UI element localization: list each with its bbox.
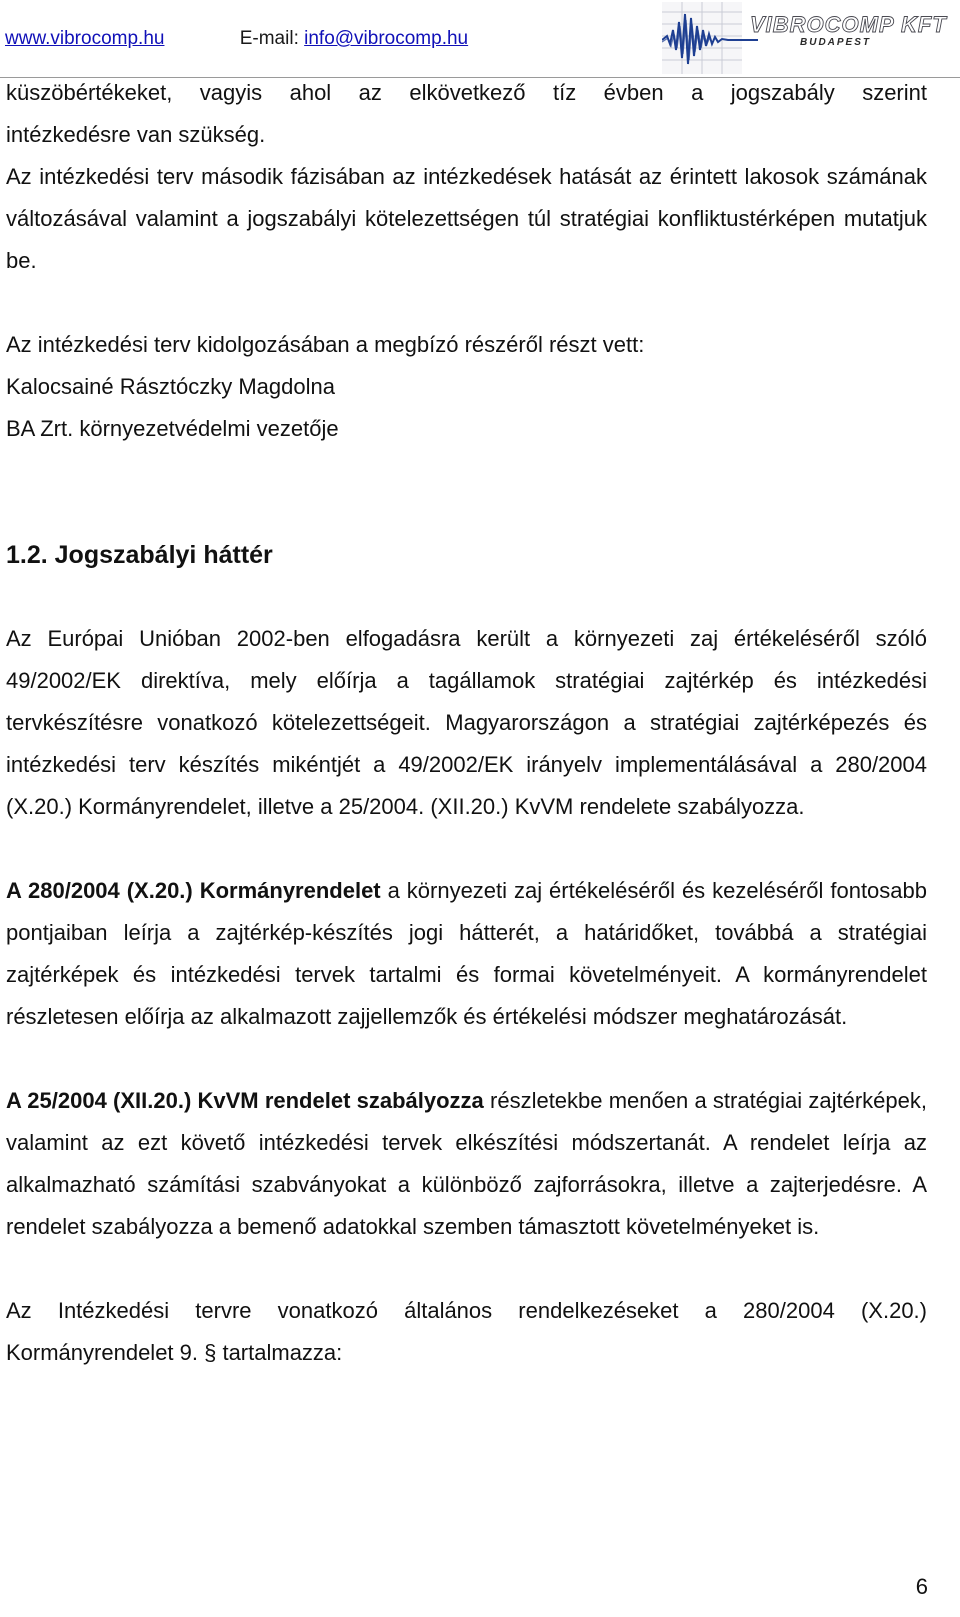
logo-city: BUDAPEST: [800, 37, 872, 48]
spacer: [6, 576, 927, 618]
page-number: 6: [915, 1574, 928, 1599]
document-body: [6, 72, 927, 1374]
spacer: [6, 450, 927, 534]
paragraph-eu-directive: Az Európai Unióban 2002-ben elfogadásra került a környezeti zaj értékeléséről szóló 49/2002/EK direktíva, mely előírja a tagállamok stratégiai zajtérkép és intézkedési tervkészítésre vonatkozó kötelezettségeit. Magyarországon a stratégiai zajtérképezés és intézkedési terv készítés mikéntjét a 49/2002/EK irányelv implementálásával a 280/2004 (X.20.) Kormányrendelet, illetve a 25/2004. (XII.20.) KvVM rendelete szabályozza.: [6, 626, 927, 819]
website-link[interactable]: www.vibrocomp.hu: [5, 28, 165, 49]
paragraph-intro-line2: intézkedésre van szükség.: [6, 122, 266, 147]
paragraph-government-decree: [6, 870, 927, 1038]
paragraph-action-plan-provisions: Az Intézkedési tervre vonatkozó általános rendelkezéseket a 280/2004 (X.20.) Kormányrendelet 9. § tartalmazza:: [6, 1298, 927, 1365]
vibrocomp-logo: [662, 0, 960, 78]
decree-title: A 280/2004 (X.20.) Kormányrendelet: [6, 878, 381, 903]
email-link[interactable]: info@vibrocomp.hu: [304, 28, 469, 49]
spacer: [6, 1248, 927, 1290]
paragraph-intro-line1: küszöbértékeket, vagyis ahol az elkövetkező tíz évben a jogszabály szerint: [6, 80, 927, 105]
email-label: E-mail:: [239, 28, 299, 49]
logo-name: VIBROCOMP KFT: [750, 12, 947, 37]
spacer: [6, 282, 927, 324]
spacer: [6, 1038, 927, 1080]
kvvm-description: részletekbe menően a stratégiai zajtérképek, valamint az ezt követő intézkedési tervek elkészítési módszertanát. A rendelet leírja az alkalmazható számítási szabványokat a különböző zajforrásokra, illetve a zajterjedésre. A rendelet szabályozza a bemenő adatokkal szemben támasztott követelményeket is.: [6, 1088, 927, 1239]
spacer: [6, 828, 927, 870]
section-heading: 1.2. Jogszabályi háttér: [6, 541, 273, 569]
decree-description: a környezeti zaj értékeléséről és kezeléséről fontosabb pontjaiban leírja a zajtérkép-készítés jogi hátterét, a határidőket, továbbá a stratégiai zajtérképek és intézkedési tervek tartalmi és formai követelményeit. A kormányrendelet részletesen előírja az alkalmazott zajjellemzők és értékelési módszer meghatározását.: [6, 878, 927, 1029]
participant-role: BA Zrt. környezetvédelmi vezetője: [6, 416, 339, 441]
header-contact: [5, 28, 468, 50]
kvvm-title: A 25/2004 (XII.20.) KvVM rendelet szabályozza: [6, 1088, 484, 1113]
page-header: [0, 0, 960, 80]
participant-name: Kalocsainé Rásztóczky Magdolna: [6, 374, 335, 399]
participant-intro: Az intézkedési terv kidolgozásában a megbízó részéről részt vett:: [6, 332, 645, 357]
paragraph-second-phase: Az intézkedési terv második fázisában az intézkedések hatását az érintett lakosok számának változásával valamint a jogszabályi kötelezettségen túl stratégiai konfliktustérképen mutatjuk be.: [6, 164, 927, 273]
paragraph-kvvm-decree: [6, 1080, 927, 1248]
